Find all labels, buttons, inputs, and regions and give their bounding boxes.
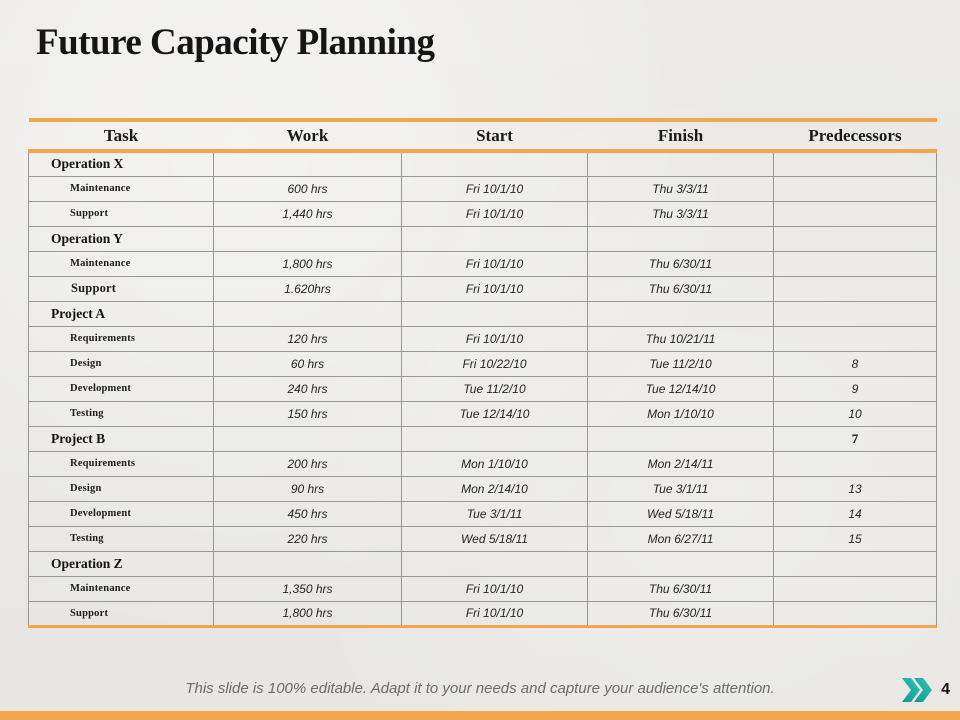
work-cell: 150 hrs [214, 401, 402, 426]
work-cell: 1,800 hrs [214, 601, 402, 626]
start-cell: Fri 10/1/10 [402, 201, 588, 226]
finish-cell: Tue 12/14/10 [588, 376, 774, 401]
work-cell [214, 301, 402, 326]
table-row [29, 251, 937, 276]
table-row [29, 226, 937, 251]
start-cell: Tue 3/1/11 [402, 501, 588, 526]
table-row [29, 176, 937, 201]
task-cell: Development [29, 501, 214, 526]
predecessors-cell [774, 201, 937, 226]
start-cell [402, 226, 588, 251]
predecessors-cell: 9 [774, 376, 937, 401]
bottom-accent-bar [0, 711, 960, 720]
predecessors-cell: 13 [774, 476, 937, 501]
table-body [29, 151, 937, 626]
table-row [29, 551, 937, 576]
predecessors-cell [774, 151, 937, 176]
start-cell: Mon 1/10/10 [402, 451, 588, 476]
finish-cell: Mon 1/10/10 [588, 401, 774, 426]
predecessors-cell [774, 451, 937, 476]
work-cell: 240 hrs [214, 376, 402, 401]
table-row [29, 501, 937, 526]
finish-cell: Thu 3/3/11 [588, 176, 774, 201]
start-cell: Fri 10/1/10 [402, 326, 588, 351]
predecessors-cell [774, 226, 937, 251]
finish-cell [588, 426, 774, 451]
start-cell: Wed 5/18/11 [402, 526, 588, 551]
task-cell: Design [29, 476, 214, 501]
predecessors-cell [774, 601, 937, 626]
table-row [29, 451, 937, 476]
predecessors-cell [774, 301, 937, 326]
task-cell: Project A [29, 301, 214, 326]
finish-cell: Thu 6/30/11 [588, 251, 774, 276]
finish-cell [588, 301, 774, 326]
predecessors-cell: 14 [774, 501, 937, 526]
finish-cell: Thu 6/30/11 [588, 276, 774, 301]
work-cell [214, 551, 402, 576]
work-cell: 90 hrs [214, 476, 402, 501]
task-cell: Operation X [29, 151, 214, 176]
predecessors-cell: 10 [774, 401, 937, 426]
predecessors-cell: 7 [774, 426, 937, 451]
finish-cell: Tue 11/2/10 [588, 351, 774, 376]
footer-note: This slide is 100% editable. Adapt it to your needs and capture your audience's attention. [185, 680, 775, 697]
start-cell [402, 301, 588, 326]
table-header-row [29, 120, 937, 151]
task-cell: Maintenance [29, 251, 214, 276]
work-cell: 1,350 hrs [214, 576, 402, 601]
work-cell: 1,800 hrs [214, 251, 402, 276]
table-row [29, 301, 937, 326]
page-title: Future Capacity Planning [36, 22, 435, 63]
finish-cell: Thu 10/21/11 [588, 326, 774, 351]
predecessors-cell [774, 251, 937, 276]
page-number: 4 [941, 681, 950, 698]
work-cell [214, 151, 402, 176]
finish-cell [588, 551, 774, 576]
work-cell: 1.620hrs [214, 276, 402, 301]
table-row [29, 576, 937, 601]
capacity-planning-table [28, 118, 937, 628]
finish-cell: Wed 5/18/11 [588, 501, 774, 526]
table-row [29, 401, 937, 426]
finish-cell: Mon 2/14/11 [588, 451, 774, 476]
task-cell: Testing [29, 526, 214, 551]
task-cell: Maintenance [29, 176, 214, 201]
table-row [29, 601, 937, 626]
double-chevron-right-icon [900, 675, 932, 705]
task-cell: Development [29, 376, 214, 401]
work-cell: 200 hrs [214, 451, 402, 476]
predecessors-cell [774, 176, 937, 201]
table-row [29, 526, 937, 551]
task-cell: Maintenance [29, 576, 214, 601]
table-row [29, 476, 937, 501]
finish-cell [588, 151, 774, 176]
task-cell: Support [29, 601, 214, 626]
table-row [29, 151, 937, 176]
table-row [29, 201, 937, 226]
finish-cell: Tue 3/1/11 [588, 476, 774, 501]
start-cell [402, 551, 588, 576]
work-cell: 450 hrs [214, 501, 402, 526]
start-cell [402, 426, 588, 451]
start-cell [402, 151, 588, 176]
task-cell: Operation Z [29, 551, 214, 576]
task-cell: Requirements [29, 326, 214, 351]
work-cell: 60 hrs [214, 351, 402, 376]
task-cell: Support [29, 201, 214, 226]
predecessors-cell [774, 276, 937, 301]
work-cell [214, 226, 402, 251]
start-cell: Fri 10/1/10 [402, 251, 588, 276]
start-cell: Tue 12/14/10 [402, 401, 588, 426]
start-cell: Fri 10/1/10 [402, 176, 588, 201]
table-row [29, 376, 937, 401]
column-header-finish: Finish [588, 120, 774, 151]
predecessors-cell: 8 [774, 351, 937, 376]
table-row [29, 351, 937, 376]
task-cell: Operation Y [29, 226, 214, 251]
predecessors-cell [774, 326, 937, 351]
table-row [29, 276, 937, 301]
task-cell: Project B [29, 426, 214, 451]
task-cell: Support [29, 276, 214, 301]
task-cell: Requirements [29, 451, 214, 476]
start-cell: Mon 2/14/10 [402, 476, 588, 501]
start-cell: Tue 11/2/10 [402, 376, 588, 401]
predecessors-cell: 15 [774, 526, 937, 551]
page-badge [900, 675, 950, 705]
work-cell: 600 hrs [214, 176, 402, 201]
predecessors-cell [774, 551, 937, 576]
start-cell: Fri 10/1/10 [402, 576, 588, 601]
table-row [29, 426, 937, 451]
work-cell: 120 hrs [214, 326, 402, 351]
column-header-start: Start [402, 120, 588, 151]
column-header-task: Task [29, 120, 214, 151]
finish-cell: Mon 6/27/11 [588, 526, 774, 551]
predecessors-cell [774, 576, 937, 601]
start-cell: Fri 10/1/10 [402, 601, 588, 626]
finish-cell: Thu 6/30/11 [588, 576, 774, 601]
work-cell [214, 426, 402, 451]
column-header-predecessors: Predecessors [774, 120, 937, 151]
finish-cell: Thu 6/30/11 [588, 601, 774, 626]
finish-cell: Thu 3/3/11 [588, 201, 774, 226]
work-cell: 1,440 hrs [214, 201, 402, 226]
start-cell: Fri 10/22/10 [402, 351, 588, 376]
start-cell: Fri 10/1/10 [402, 276, 588, 301]
task-cell: Testing [29, 401, 214, 426]
table-row [29, 326, 937, 351]
finish-cell [588, 226, 774, 251]
task-cell: Design [29, 351, 214, 376]
column-header-work: Work [214, 120, 402, 151]
work-cell: 220 hrs [214, 526, 402, 551]
